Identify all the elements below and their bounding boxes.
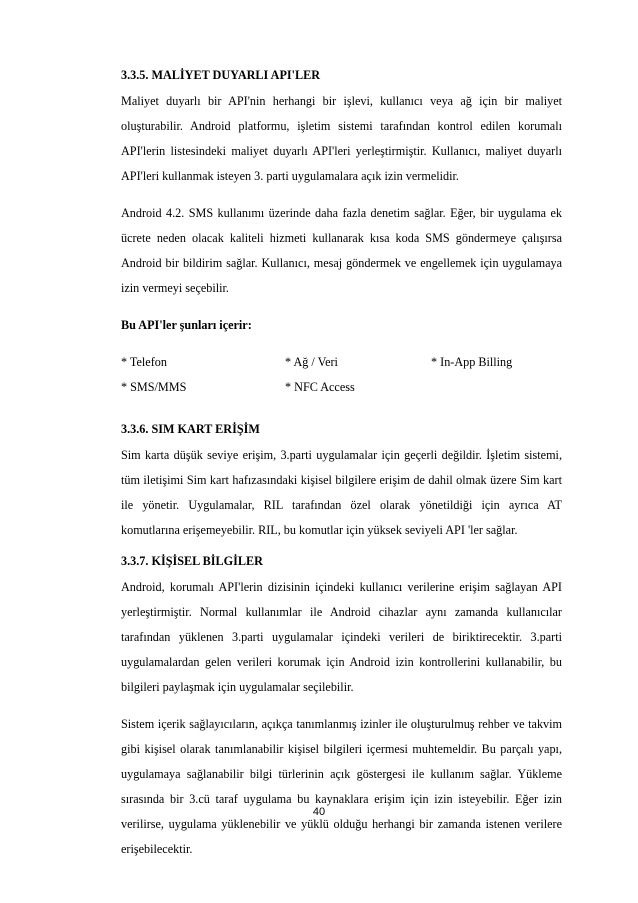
paragraph: Sistem içerik sağlayıcıların, açıkça tanımlanmış izinler ile oluşturulmuş rehber ve takvim gibi kişisel olarak tanımlanabilir kişisel bilgileri içermesi muhtemeldir. Bu parçalı yapı, uygulamaya sağlanabilir bilgi türlerinin açık göstergesi ile kullanım sağlar. Yükleme sırasında bir 3.cü taraf uygulama bu kaynaklara erişim için izin isteyebilir. Eğer izin verilirse, uygulama yüklenebilir ve yüklü olduğu herhangi bir zamanda istenen verilere erişebilecektir. <box>121 717 562 856</box>
spacer <box>121 400 562 420</box>
section-heading-3-3-6: 3.3.6. SIM KART ERİŞİM <box>121 422 260 436</box>
paragraph: Maliyet duyarlı bir API'nin herhangi bir işlevi, kullanıcı veya ağ için bir maliyet oluşturabilir. Android platformu, işletim sistemi tarafından kontrol edilen korumalı API'lerin listesindeki maliyet duyarlı API'leri yerleştirmiştir. Kullanıcı, maliyet duyarlı API'leri kullanmak isteyen 3. parti uygulamalara açık izin vermelidir. <box>121 94 562 183</box>
page-number: 40 <box>312 806 326 818</box>
api-list-item: * In-App Billing <box>431 355 513 369</box>
api-list-item: * Ağ / Veri <box>285 355 338 369</box>
list-title: Bu API'ler şunları içerir: <box>121 318 252 332</box>
api-list-row <box>121 375 562 400</box>
api-list-item: * NFC Access <box>285 380 355 394</box>
section-heading-3-3-5: 3.3.5. MALİYET DUYARLI API'LER <box>121 68 321 82</box>
spacer <box>121 301 562 313</box>
api-list-item: * SMS/MMS <box>121 380 187 394</box>
api-list-item: * Telefon <box>121 355 167 369</box>
api-list-row <box>121 350 562 375</box>
spacer <box>121 189 562 201</box>
paragraph: Android 4.2. SMS kullanımı üzerinde daha fazla denetim sağlar. Eğer, bir uygulama ek ücrete neden olacak kaliteli hizmeti kullanarak kısa koda SMS göndermeye çalışırsa Android bir bildirim sağlar. Kullanıcı, mesaj göndermek ve engellemek için uygulamaya izin vermeyi seçebilir. <box>121 206 562 295</box>
paragraph: Sim karta düşük seviye erişim, 3.parti uygulamalar için geçerli değildir. İşletim sistemi, tüm iletişimi Sim kart hafızasındaki kişisel bilgilere erişim de dahil olmak üzere Sim kart ile yönetir. Uygulamalar, RIL tarafından özel olarak yönetildiği için ayrıca AT komutlarına erişemeyebilir. RIL, bu komutlar için yüksek seviyeli API 'ler sağlar. <box>121 448 562 537</box>
spacer <box>121 700 562 712</box>
paragraph: Android, korumalı API'lerin dizisinin içindeki kullanıcı verilerine erişim sağlayan API yerleştirmiştir. Normal kullanımlar ile Android cihazlar aynı zamanda kullanıcılar tarafından yüklenen 3.parti uygulamalar içindeki verileri de biriktirecektir. 3.parti uygulamalardan gelen verileri korumak için Android izin kontrollerini kullanabilir, bu bilgileri paylaşmak için uygulamalar seçilebilir. <box>121 580 562 694</box>
spacer <box>121 543 562 552</box>
page-content <box>121 66 562 862</box>
spacer <box>121 338 562 350</box>
section-heading-3-3-7: 3.3.7. KİŞİSEL BİLGİLER <box>121 554 263 568</box>
